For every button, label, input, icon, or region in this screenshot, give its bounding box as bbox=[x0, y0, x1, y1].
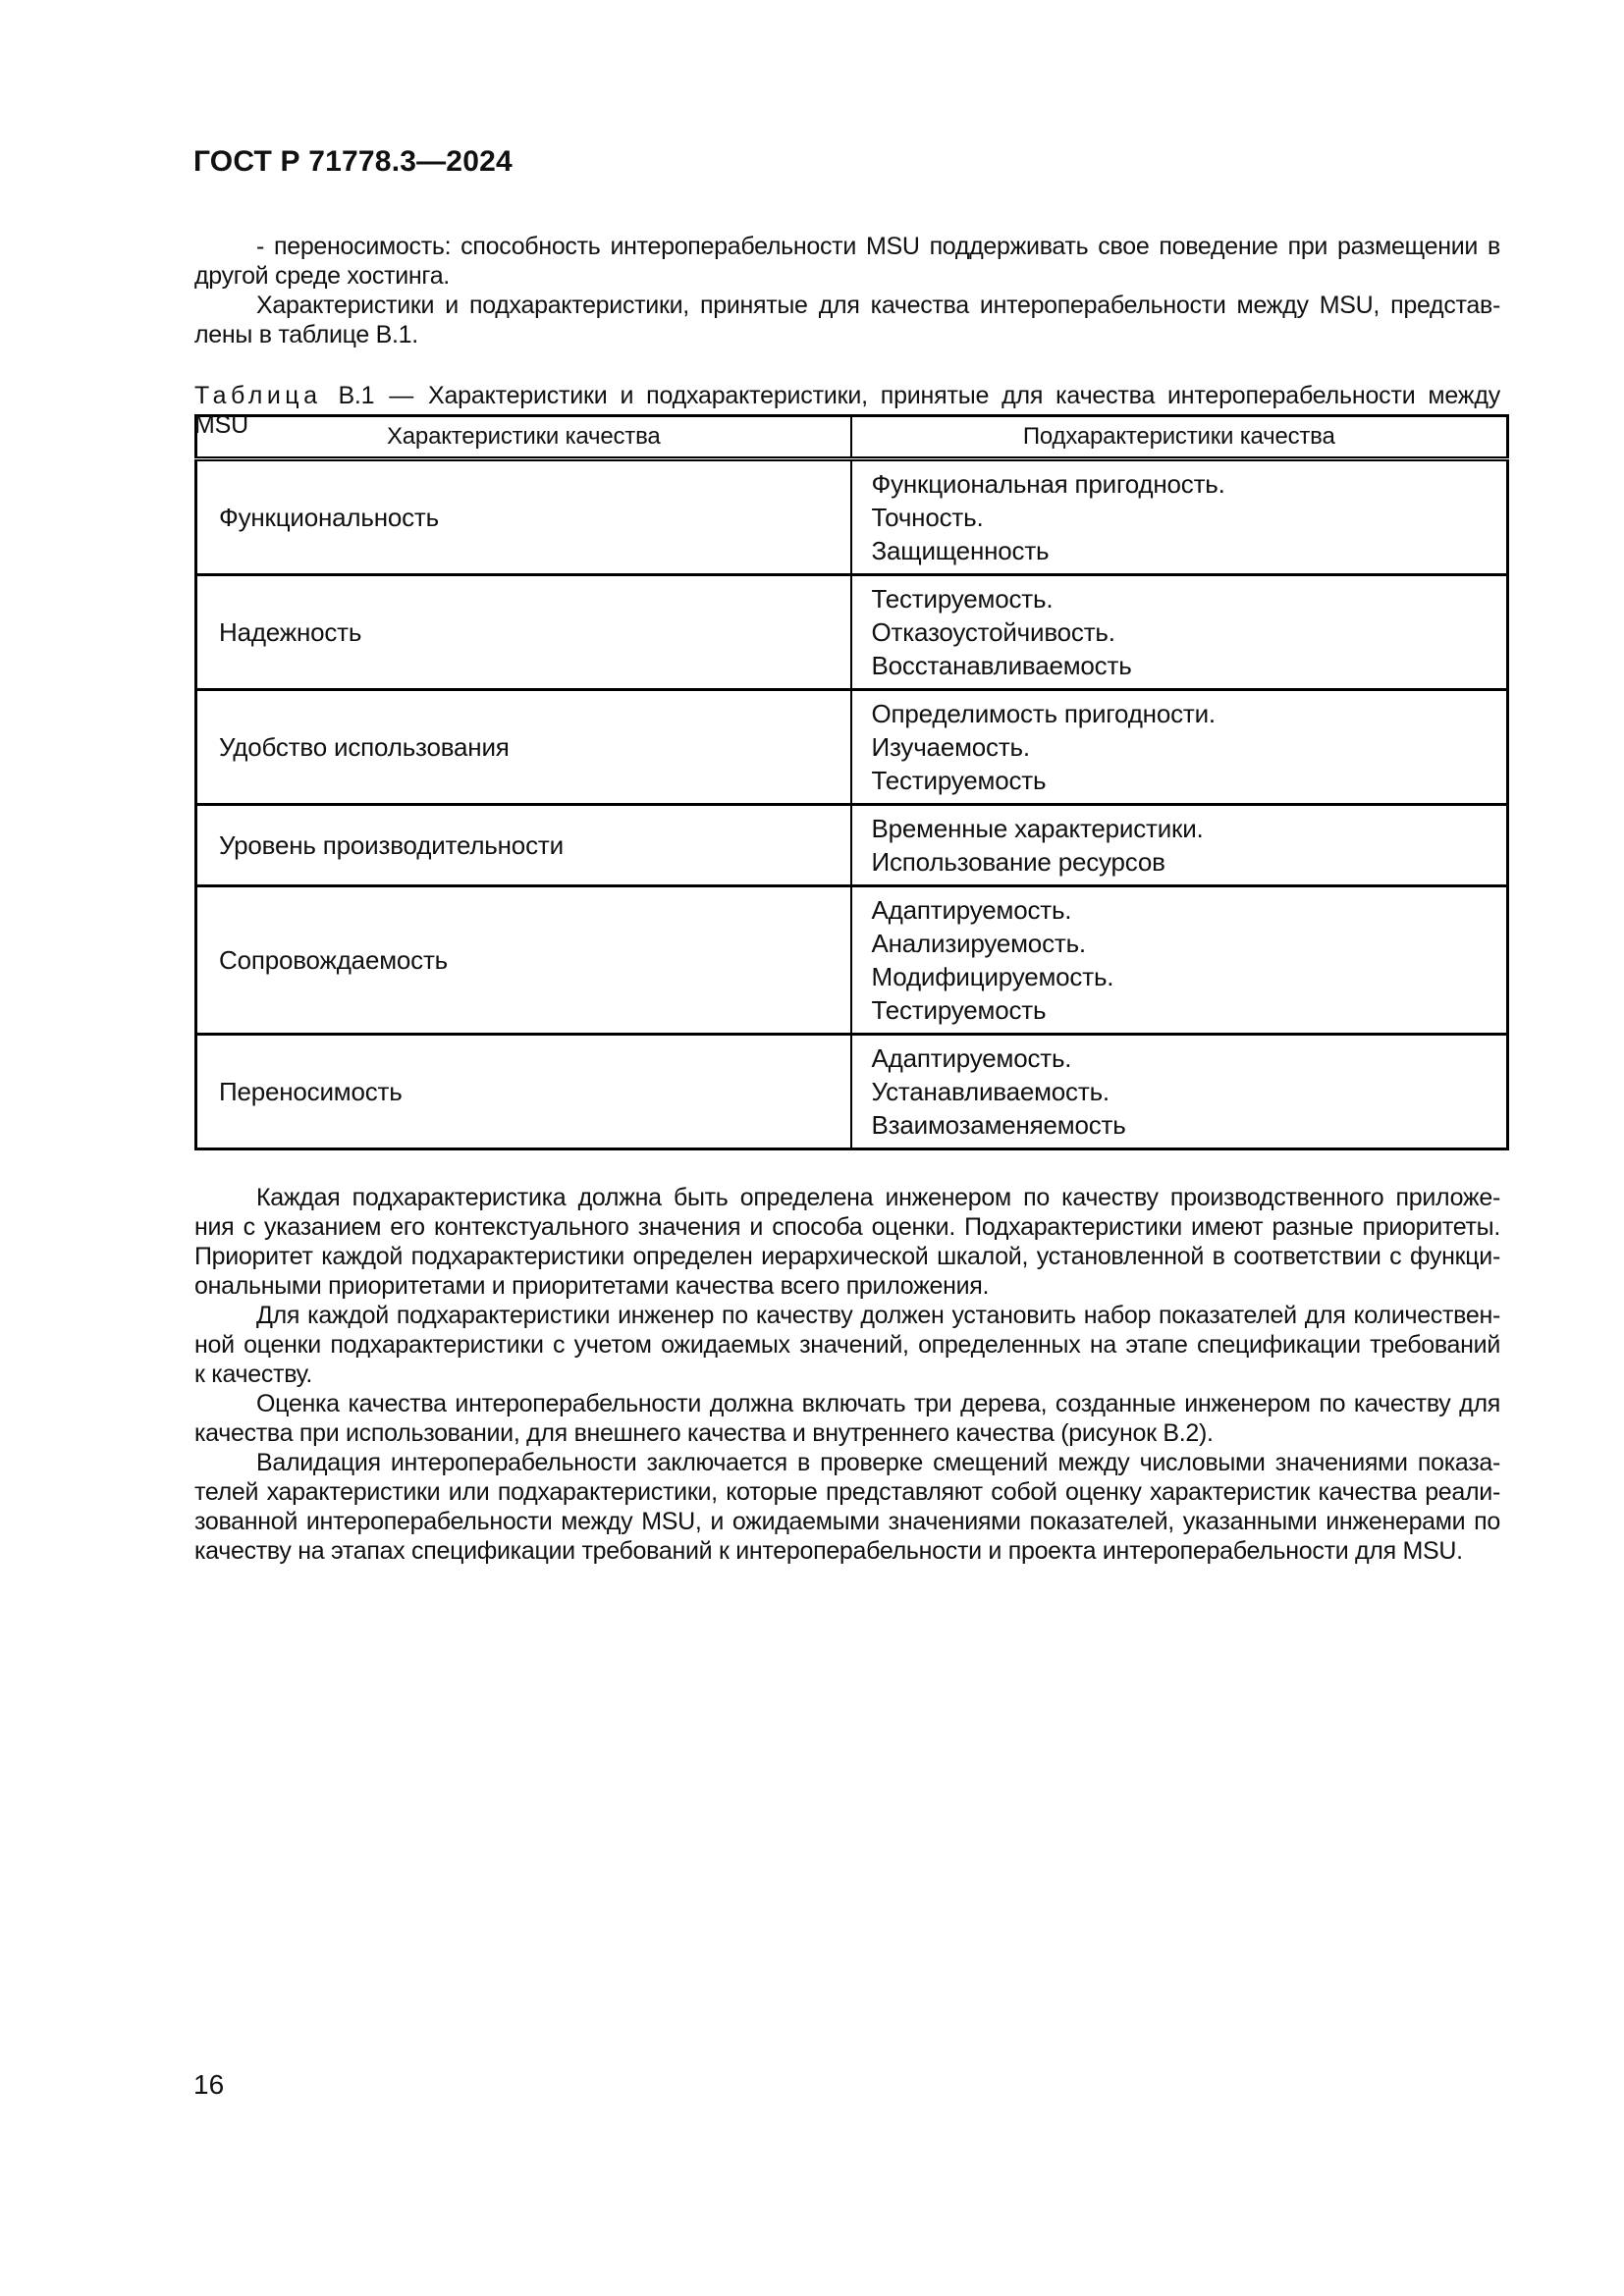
characteristic-cell: Удобство использования bbox=[196, 690, 851, 805]
text-line: Приоритет каждой подхарактеристики определен иерархической шкалой, установленной в соответствии с функци- bbox=[194, 1243, 1500, 1270]
body-paragraphs bbox=[194, 1183, 1500, 1566]
subcharacteristics-cell bbox=[851, 459, 1508, 575]
paragraph bbox=[194, 1389, 1500, 1448]
table-row bbox=[196, 690, 1508, 805]
paragraph bbox=[194, 291, 1500, 349]
characteristic-cell: Переносимость bbox=[196, 1035, 851, 1149]
column-header-subcharacteristics: Подхарактеристики качества bbox=[851, 416, 1508, 459]
quality-table-body bbox=[196, 459, 1508, 1149]
text-line: телей характеристики или подхарактеристики, которые представляют собой оценку характеристик качества реали- bbox=[194, 1478, 1500, 1506]
subcharacteristics-cell bbox=[851, 805, 1508, 886]
subcharacteristic-line: Адаптируемость. bbox=[871, 1043, 1072, 1073]
text-line: другой среде хостинга. bbox=[194, 262, 450, 290]
table-caption-label: Таблица bbox=[194, 382, 322, 409]
text-line: качеству на этапах спецификации требований к интероперабельности и проекта интероперабельности для MSU. bbox=[194, 1537, 1463, 1565]
text-line: лены в таблице В.1. bbox=[194, 321, 418, 348]
subcharacteristic-line: Модифицируемость. bbox=[871, 962, 1114, 991]
text-line: ональными приоритетами и приоритетами качества всего приложения. bbox=[194, 1272, 990, 1300]
text-line: Оценка качества интероперабельности должна включать три дерева, созданные инженером по качеству для bbox=[256, 1390, 1500, 1417]
quality-characteristics-table bbox=[194, 414, 1509, 1150]
characteristic-cell: Надежность bbox=[196, 575, 851, 690]
text-line: к качеству. bbox=[194, 1361, 312, 1388]
table-header bbox=[196, 416, 1508, 459]
subcharacteristics-cell bbox=[851, 1035, 1508, 1149]
subcharacteristic-line: Тестируемость bbox=[871, 995, 1047, 1025]
subcharacteristic-line: Тестируемость. bbox=[871, 584, 1054, 614]
subcharacteristic-line: Функциональная пригодность. bbox=[871, 469, 1225, 499]
subcharacteristic-line: Адаптируемость. bbox=[871, 895, 1072, 925]
characteristic-cell: Сопровождаемость bbox=[196, 886, 851, 1035]
subcharacteristics-cell bbox=[851, 575, 1508, 690]
content-area bbox=[194, 232, 1500, 1566]
subcharacteristic-line: Восстанавливаемость bbox=[871, 651, 1132, 680]
subcharacteristic-line: Устанавливаемость. bbox=[871, 1077, 1110, 1106]
subcharacteristic-line: Защищенность bbox=[871, 536, 1050, 565]
text-line: ния с указанием его контекстуального значения и способа оценки. Подхарактеристики имеют разные приоритеты. bbox=[194, 1213, 1500, 1241]
table-row bbox=[196, 1035, 1508, 1149]
table-caption-dash: — bbox=[389, 382, 414, 409]
table-row bbox=[196, 886, 1508, 1035]
paragraph bbox=[194, 232, 1500, 291]
table-row bbox=[196, 459, 1508, 575]
subcharacteristic-line: Отказоустойчивость. bbox=[871, 617, 1115, 647]
text-line: Валидация интероперабельности заключается в проверке смещений между числовыми значениями показа- bbox=[256, 1449, 1500, 1476]
text-line: - переносимость: способность интероперабельности MSU поддерживать свое поведение при размещении в bbox=[256, 233, 1500, 260]
paragraph bbox=[194, 1301, 1500, 1389]
subcharacteristics-cell bbox=[851, 886, 1508, 1035]
paragraph bbox=[194, 1448, 1500, 1566]
subcharacteristic-line: Тестируемость bbox=[871, 766, 1047, 795]
text-line: зованной интероперабельности между MSU, и ожидаемыми значениями показателей, указанными инженерами по bbox=[194, 1508, 1500, 1535]
text-line: Каждая подхарактеристика должна быть определена инженером по качеству производственного приложе- bbox=[256, 1184, 1500, 1211]
characteristic-cell: Уровень производительности bbox=[196, 805, 851, 886]
table-caption-title: Характеристики и подхарактеристики, принятые для качества интероперабельности между MSU bbox=[194, 382, 1501, 439]
subcharacteristic-line: Временные характеристики. bbox=[871, 814, 1204, 843]
text-line: ной оценки подхарактеристики с учетом ожидаемых значений, определенных на этапе спецификации требований bbox=[194, 1331, 1500, 1359]
subcharacteristic-line: Использование ресурсов bbox=[871, 847, 1165, 877]
table-header-row bbox=[196, 416, 1508, 459]
subcharacteristic-line: Анализируемость. bbox=[871, 929, 1086, 958]
table-row bbox=[196, 805, 1508, 886]
page-number: 16 bbox=[193, 2069, 225, 2100]
text-line: Для каждой подхарактеристики инженер по качеству должен установить набор показателей для количествен- bbox=[256, 1302, 1500, 1329]
table-caption-number: В.1 bbox=[338, 382, 375, 409]
characteristic-cell: Функциональность bbox=[196, 459, 851, 575]
subcharacteristic-line: Точность. bbox=[871, 503, 984, 532]
table-row bbox=[196, 575, 1508, 690]
subcharacteristics-cell bbox=[851, 690, 1508, 805]
text-line: Характеристики и подхарактеристики, принятые для качества интероперабельности между MSU, представ- bbox=[256, 292, 1500, 319]
paragraph bbox=[194, 1183, 1500, 1301]
subcharacteristic-line: Изучаемость. bbox=[871, 732, 1030, 762]
text-line: качества при использовании, для внешнего качества и внутреннего качества (рисунок В.2). bbox=[194, 1419, 1214, 1447]
intro-paragraphs bbox=[194, 232, 1500, 349]
column-header-characteristics: Характеристики качества bbox=[196, 416, 851, 459]
document-code-header: ГОСТ Р 71778.3—2024 bbox=[193, 145, 513, 178]
subcharacteristic-line: Определимость пригодности. bbox=[871, 699, 1216, 728]
subcharacteristic-line: Взаимозаменяемость bbox=[871, 1110, 1126, 1140]
